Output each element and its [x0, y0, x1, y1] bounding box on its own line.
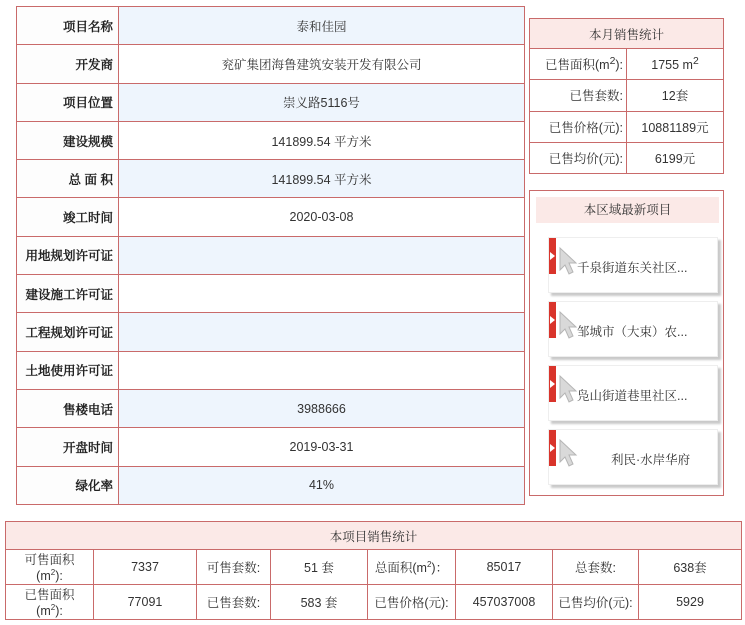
recent-projects-panel	[529, 190, 724, 496]
info-row	[17, 121, 525, 159]
sold-area-label: 已售面积 $(m^2)$:	[6, 585, 94, 620]
monthly-sales-title: 本月销售统计	[530, 19, 724, 49]
available-area-value: 7337	[94, 550, 197, 585]
total-area-label: 总面积$(m^2)$：	[368, 550, 456, 585]
info-value: 41%	[119, 466, 525, 504]
recent-project-card[interactable]	[548, 237, 718, 293]
info-row	[17, 45, 525, 83]
info-row	[17, 7, 525, 45]
info-row	[17, 275, 525, 313]
available-units-label: 可售套数:	[197, 550, 271, 585]
recent-project-link[interactable]: 凫山街道巷里社区...	[577, 389, 688, 403]
avg-price-label: 已售均价(元):	[553, 585, 639, 620]
sold-units-value: 583 套	[271, 585, 368, 620]
flag-icon	[549, 430, 556, 466]
info-value	[119, 351, 525, 389]
info-label: 项目名称	[17, 7, 119, 45]
info-value	[119, 313, 525, 351]
monthly-sold-price-value: 10881189元	[627, 111, 724, 142]
available-area-label: 可售面积 $(m^2)$:	[6, 550, 94, 585]
info-label: 建设施工许可证	[17, 275, 119, 313]
info-label: 开发商	[17, 45, 119, 83]
info-value: 141899.54 平方米	[119, 121, 525, 159]
info-label: 用地规划许可证	[17, 236, 119, 274]
info-label: 项目位置	[17, 83, 119, 121]
info-label: 工程规划许可证	[17, 313, 119, 351]
info-row	[17, 428, 525, 466]
info-value: 3988666	[119, 389, 525, 427]
sold-units-label: 已售套数:	[197, 585, 271, 620]
info-label: 土地使用许可证	[17, 351, 119, 389]
info-value	[119, 275, 525, 313]
info-row	[17, 160, 525, 198]
monthly-sold-area-label: 已售面积$(m^2)$:	[530, 49, 627, 80]
info-label: 总 面 积	[17, 160, 119, 198]
recent-project-link[interactable]: 邹城市（大束）农...	[577, 325, 688, 339]
total-area-value: 85017	[456, 550, 553, 585]
info-value: 崇义路5116号	[119, 83, 525, 121]
sold-area-value: 77091	[94, 585, 197, 620]
info-value: 141899.54 平方米	[119, 160, 525, 198]
info-value	[119, 236, 525, 274]
project-sales-table	[5, 521, 742, 620]
info-row	[17, 313, 525, 351]
info-row	[17, 236, 525, 274]
avg-price-value: 5929	[639, 585, 742, 620]
info-label: 开盘时间	[17, 428, 119, 466]
recent-projects-title: 本区域最新项目	[536, 197, 719, 223]
info-row	[17, 466, 525, 504]
info-label: 绿化率	[17, 466, 119, 504]
recent-project-link[interactable]: 千泉街道东关社区...	[577, 261, 688, 275]
recent-project-card[interactable]	[548, 301, 718, 357]
flag-icon	[549, 302, 556, 338]
monthly-sold-units-label: 已售套数:	[530, 80, 627, 111]
info-row	[17, 83, 525, 121]
sold-price-label: 已售价格(元):	[368, 585, 456, 620]
project-info-table	[16, 6, 525, 505]
recent-project-link[interactable]: 利民·水岸华府	[611, 453, 691, 467]
info-value: 2020-03-08	[119, 198, 525, 236]
available-units-value: 51 套	[271, 550, 368, 585]
monthly-avg-price-value: 6199元	[627, 142, 724, 173]
info-label: 建设规模	[17, 121, 119, 159]
monthly-sold-price-label: 已售价格(元):	[530, 111, 627, 142]
info-label: 竣工时间	[17, 198, 119, 236]
info-row	[17, 351, 525, 389]
total-units-value: 638套	[639, 550, 742, 585]
monthly-sold-units-value: 12套	[627, 80, 724, 111]
project-sales-title: 本项目销售统计	[6, 522, 742, 550]
flag-icon	[549, 366, 556, 402]
recent-project-card[interactable]	[548, 365, 718, 421]
info-row	[17, 198, 525, 236]
sold-price-value: 457037008	[456, 585, 553, 620]
recent-project-card[interactable]	[548, 429, 718, 485]
info-value: 兖矿集团海鲁建筑安装开发有限公司	[119, 45, 525, 83]
info-value: 泰和佳园	[119, 7, 525, 45]
monthly-sales-table	[529, 18, 724, 174]
flag-icon	[549, 238, 556, 274]
monthly-avg-price-label: 已售均价(元):	[530, 142, 627, 173]
cursor-arrow-icon	[558, 438, 580, 468]
total-units-label: 总套数:	[553, 550, 639, 585]
monthly-sold-area-value: 1755 $m^2$	[627, 49, 724, 80]
info-label: 售楼电话	[17, 389, 119, 427]
info-row	[17, 389, 525, 427]
info-value: 2019-03-31	[119, 428, 525, 466]
